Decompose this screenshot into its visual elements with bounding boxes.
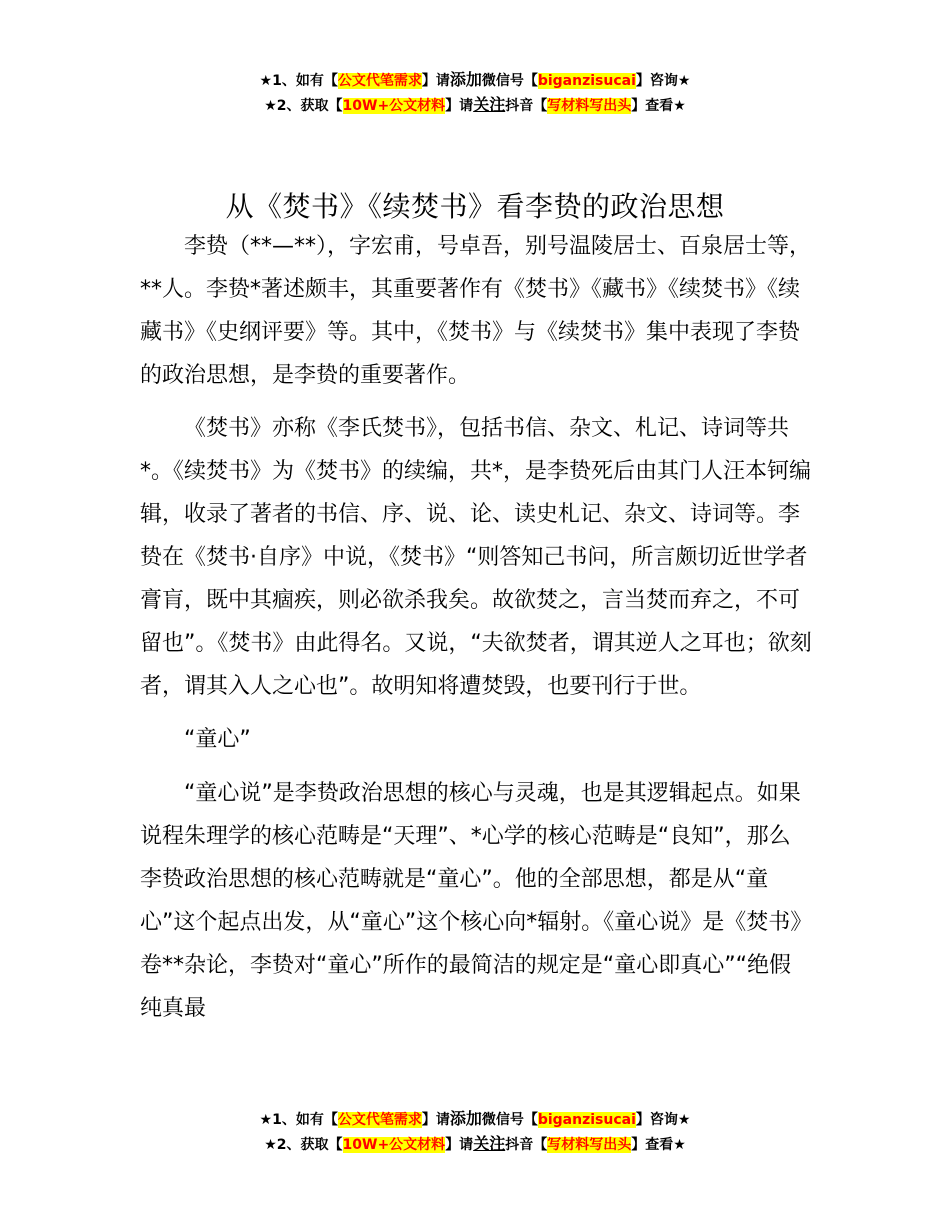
footer-banner bbox=[0, 1107, 950, 1157]
banner-line-2 bbox=[0, 1132, 950, 1157]
document-title: 从《焚书》《续焚书》看李贽的政治思想 bbox=[225, 189, 725, 223]
banner-text: 】查看★ bbox=[631, 98, 686, 114]
header-banner bbox=[0, 68, 950, 118]
document-body bbox=[140, 225, 812, 1040]
banner-text: 抖音【 bbox=[505, 98, 548, 114]
banner-text: 】请 bbox=[421, 73, 450, 89]
body-paragraph: “童心说”是李贽政治思想的核心与灵魂，也是其逻辑起点。如果说程朱理学的核心范畴是“天理”、*心学的核心范畴是“良知”，那么李贽政治思想的核心范畴就是“童心”。他的全部思想，都是从“童心”这个起点出发，从“童心”这个核心向*辐射。《童心说》是《焚书》卷**杂论，李贽对“童心”所作的最简洁的规定是“童心即真心”“绝假纯真最 bbox=[140, 781, 802, 1021]
banner-emphasis: 添加 bbox=[449, 1109, 482, 1128]
banner-text: 】请 bbox=[421, 1112, 450, 1128]
banner-highlight: 写材料写出头 bbox=[547, 98, 632, 114]
banner-text: 微信号【 bbox=[481, 1112, 538, 1128]
banner-text: ★1、如有【 bbox=[259, 73, 338, 89]
banner-highlight: 写材料写出头 bbox=[547, 1137, 632, 1153]
banner-highlight: 公文代笔需求 bbox=[337, 73, 422, 89]
banner-highlight: 10W+公文材料 bbox=[342, 98, 446, 114]
banner-text: 】请 bbox=[445, 1137, 474, 1153]
banner-emphasis: 关注 bbox=[473, 95, 506, 114]
banner-highlight: 10W+公文材料 bbox=[342, 1137, 446, 1153]
banner-line-2 bbox=[0, 93, 950, 118]
banner-line-1 bbox=[0, 68, 950, 93]
banner-line-1 bbox=[0, 1107, 950, 1132]
banner-text: 】咨询★ bbox=[635, 1112, 691, 1128]
banner-text: ★2、获取【 bbox=[264, 98, 343, 114]
banner-text: ★2、获取【 bbox=[264, 1137, 343, 1153]
section-heading: “童心” bbox=[184, 727, 251, 752]
banner-highlight: biganzisucai bbox=[537, 1112, 636, 1128]
banner-text: 】请 bbox=[445, 98, 474, 114]
banner-text: 微信号【 bbox=[481, 73, 538, 89]
banner-text: ★1、如有【 bbox=[259, 1112, 338, 1128]
body-paragraph: 李贽（**—**），字宏甫，号卓吾，别号温陵居士、百泉居士等，**人。李贽*著述颇丰，其重要著作有《焚书》《藏书》《续焚书》《续藏书》《史纲评要》等。其中，《焚书》与《续焚书》集中表现了李贽的政治思想，是李贽的重要著作。 bbox=[140, 234, 812, 388]
body-paragraph: 《焚书》亦称《李氏焚书》，包括书信、杂文、札记、诗词等共*。《续焚书》为《焚书》的续编，共*，是李贽死后由其门人汪本钶编辑，收录了著者的书信、序、说、论、读史札记、杂文、诗词等。李贽在《焚书·自序》中说，《焚书》“则答知己书问，所言颇切近世学者膏肓，既中其痼疾，则必欲杀我矣。故欲焚之，言当焚而弃之，不可留也”。《焚书》由此得名。又说，“夫欲焚者，谓其逆人之耳也；欲刻者，谓其入人之心也”。故明知将遭焚毁，也要刊行于世。 bbox=[140, 416, 812, 699]
banner-emphasis: 添加 bbox=[449, 70, 482, 89]
banner-text: 抖音【 bbox=[505, 1137, 548, 1153]
banner-text: 】咨询★ bbox=[635, 73, 691, 89]
banner-highlight: 公文代笔需求 bbox=[337, 1112, 422, 1128]
banner-emphasis: 关注 bbox=[473, 1134, 506, 1153]
banner-highlight: biganzisucai bbox=[537, 73, 636, 89]
banner-text: 】查看★ bbox=[631, 1137, 686, 1153]
